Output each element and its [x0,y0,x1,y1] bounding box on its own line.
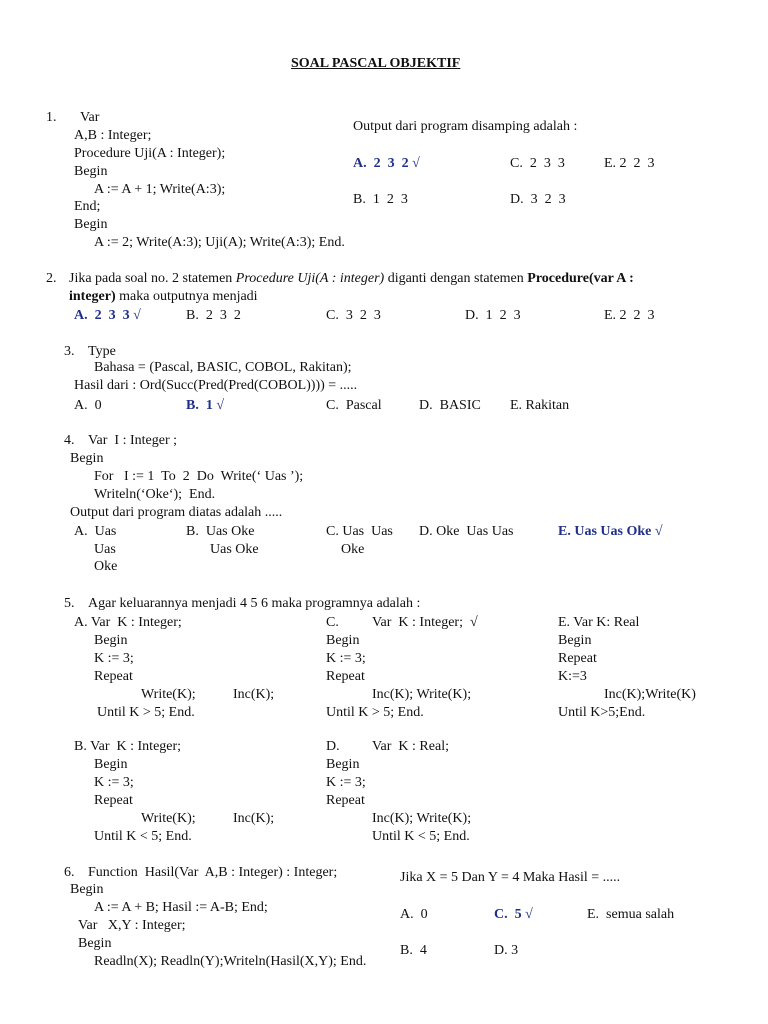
question-prompt: Agar keluarannya menjadi 4 5 6 maka programnya adalah : [88,596,421,611]
code-line: Begin [326,633,360,648]
code-line: Begin [94,757,128,772]
option-d: D. 1 2 3 [465,308,521,323]
code-line: Var [80,110,100,125]
code-line: A := A + B; Hasil := A-B; End; [94,900,268,915]
code-line: Until K>5;End. [558,705,646,720]
question-text-part: Jika pada soal no. 2 statemen [69,271,236,286]
code-line: End; [74,199,101,214]
option-a: A. 0 [74,398,102,413]
code-line: C. [326,615,339,630]
option-a: A. Uas [74,524,117,539]
code-line: D. [326,739,340,754]
code-line: Type [88,344,116,359]
code-line: Until K < 5; End. [372,829,470,844]
question-number: 5. [64,596,75,611]
option-b-line: Uas Oke [210,542,259,557]
option-c: C. 2 3 3 [510,156,565,171]
code-line: B. Var K : Integer; [74,739,182,754]
code-line: Repeat [94,793,133,808]
option-a-correct: A. 2 3 2 √ [353,156,420,171]
option-d: D. 3 2 3 [510,192,566,207]
code-line: Until K > 5; End. [326,705,424,720]
question-number: 4. [64,433,75,448]
code-line: Var X,Y : Integer; [78,918,186,933]
code-line: Repeat [94,669,133,684]
code-line: Var K : Real; [372,739,449,754]
option-a-correct: A. 2 3 3 √ [74,308,141,323]
code-line: Until K > 5; End. [97,705,195,720]
code-line: Begin [74,164,108,179]
question-text-part: diganti dengan statemen [384,271,528,286]
code-line: Repeat [326,669,365,684]
code-line: Begin [78,936,112,951]
option-d: D. BASIC [419,398,481,413]
option-c: C. Uas Uas [326,524,393,539]
option-b: B. 2 3 2 [186,308,241,323]
option-a: A. 0 [400,907,428,922]
question-number: 1. [46,110,57,125]
code-line: For I := 1 To 2 Do Write(‘ Uas ’); [94,469,304,484]
code-line: Inc(K); Write(K); [372,811,472,826]
code-line: Repeat [326,793,365,808]
question-text-bold: Procedure(var A : [527,271,634,286]
question-text-bold: integer) [69,289,116,304]
code-line: Until K < 5; End. [94,829,192,844]
code-line: Inc(K); [233,811,275,826]
question-number: 2. [46,271,57,286]
option-e-correct: E. Uas Uas Oke √ [558,524,663,539]
question-text-part: maka outputnya menjadi [115,289,258,304]
option-e: E. 2 2 3 [604,156,655,171]
option-e: E. 2 2 3 [604,308,655,323]
option-d: D. 3 [494,943,519,958]
question-number: 6. [64,865,75,880]
code-line: K := 3; [94,651,134,666]
code-line: Var I : Integer ; [88,433,178,448]
code-line: Begin [326,757,360,772]
code-line: K := 3; [326,651,366,666]
code-line: Inc(K); Write(K); [372,687,472,702]
code-line: Repeat [558,651,597,666]
code-line: Bahasa = (Pascal, BASIC, COBOL, Rakitan); [94,360,352,375]
code-line: Begin [74,217,108,232]
code-line: Var K : Integer; √ [372,615,478,630]
question-text [69,272,634,286]
option-c: C. 3 2 3 [326,308,381,323]
option-a-line: Oke [94,559,118,574]
question-prompt: Output dari program diatas adalah ..... [70,505,283,520]
code-line: A := A + 1; Write(A:3); [94,182,226,197]
code-line: Inc(K); [233,687,275,702]
code-line: Procedure Uji(A : Integer); [74,146,226,161]
option-d: D. Oke Uas Uas [419,524,514,539]
option-c-line: Oke [341,542,365,557]
page-title: SOAL PASCAL OBJEKTIF [291,56,461,71]
question-prompt: Jika X = 5 Dan Y = 4 Maka Hasil = ..... [400,870,621,885]
code-line: A := 2; Write(A:3); Uji(A); Write(A:3); End. [94,235,345,250]
code-line: Inc(K);Write(K) [604,687,696,702]
question-text-italic: Procedure Uji(A : integer) [235,271,385,286]
question-text [69,290,258,304]
code-line: Function Hasil(Var A,B : Integer) : Integer; [88,865,338,880]
code-line: K:=3 [558,669,587,684]
code-line: Write(K); [141,687,196,702]
option-e: E. semua salah [587,907,675,922]
code-line: A,B : Integer; [74,128,152,143]
code-line: K := 3; [326,775,366,790]
code-line: Begin [70,451,104,466]
code-line: Readln(X); Readln(Y);Writeln(Hasil(X,Y); End. [94,954,367,969]
option-a-line: Uas [94,542,116,557]
code-line: Begin [70,882,104,897]
option-b: B. 4 [400,943,427,958]
code-line: A. Var K : Integer; [74,615,182,630]
option-c-correct: C. 5 √ [494,907,533,922]
code-line: E. Var K: Real [558,615,640,630]
option-e: E. Rakitan [510,398,570,413]
option-c: C. Pascal [326,398,382,413]
code-line: Begin [94,633,128,648]
option-b: B. 1 2 3 [353,192,408,207]
code-line: K := 3; [94,775,134,790]
code-line: Writeln(‘Oke‘); End. [94,487,216,502]
code-line: Begin [558,633,592,648]
code-line: Hasil dari : Ord(Succ(Pred(Pred(COBOL)))) = ..... [74,378,358,393]
option-b-correct: B. 1 √ [186,398,225,413]
code-line: Write(K); [141,811,196,826]
question-prompt: Output dari program disamping adalah : [353,119,578,134]
option-b: B. Uas Oke [186,524,255,539]
question-number: 3. [64,344,75,359]
